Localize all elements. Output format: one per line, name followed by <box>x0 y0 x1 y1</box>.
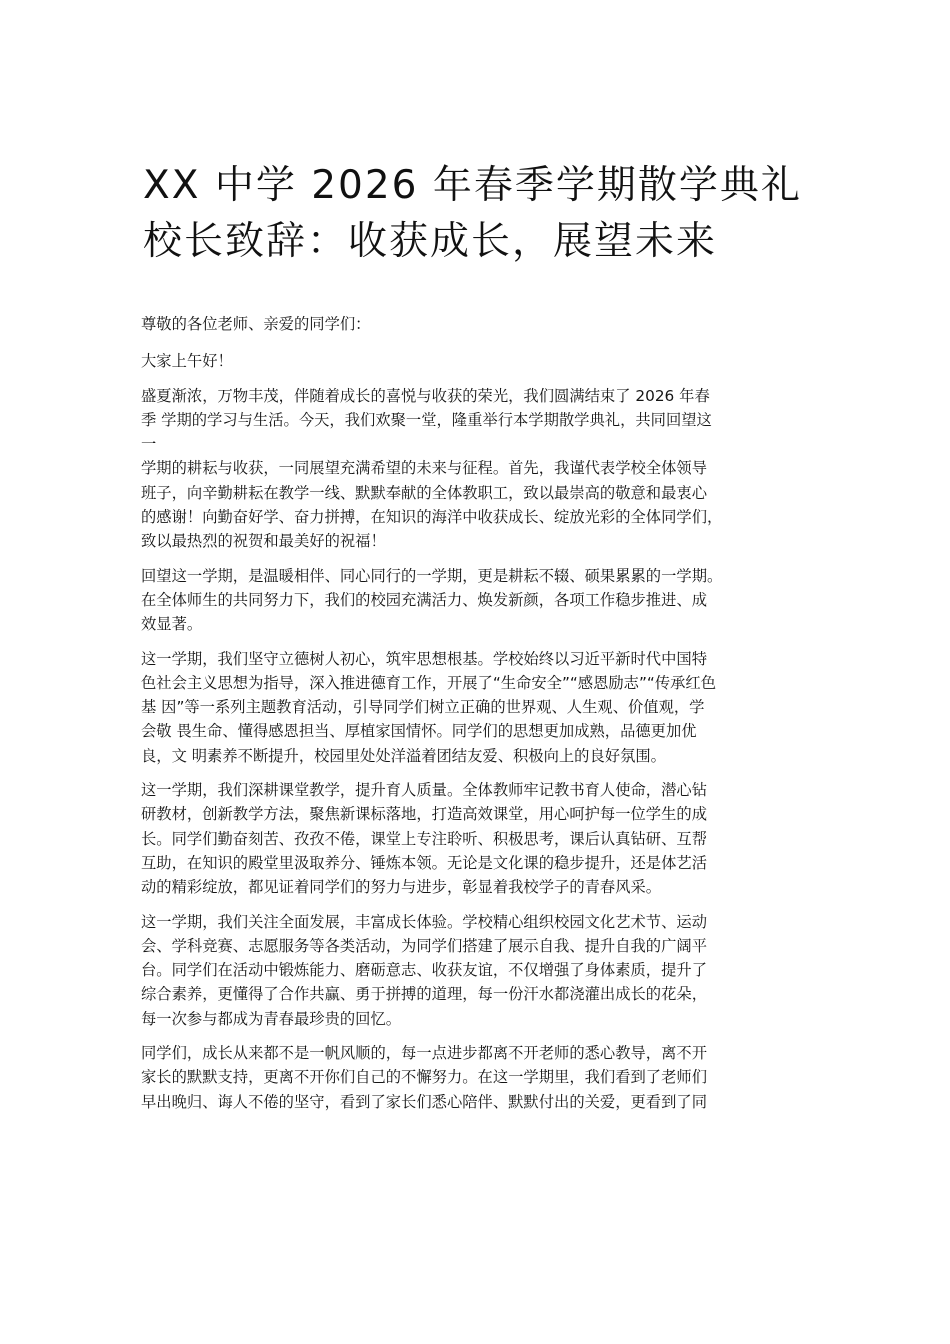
text-line: 在全体师生的共同努力下，我们的校园充满活力、焕发新颜，各项工作稳步推进、成 <box>141 590 707 609</box>
text-line: 台。同学们在活动中锻炼能力、磨砺意志、收获友谊，不仅增强了身体素质，提升了 <box>141 961 707 980</box>
body-paragraph <box>141 647 821 768</box>
text-line: 早出晚归、诲人不倦的坚守，看到了家长们悉心陪伴、默默付出的关爱，更看到了同 <box>141 1092 707 1111</box>
body-paragraph <box>141 778 821 899</box>
text-line: 会、学科竞赛、志愿服务等各类活动，为同学们搭建了展示自我、提升自我的广阔平 <box>141 936 707 955</box>
text-line: 互助，在知识的殿堂里汲取养分、锤炼本领。无论是文化课的稳步提升，还是体艺活 <box>141 853 707 872</box>
text-line: 回望这一学期，是温暖相伴、同心同行的一学期，更是耕耘不辍、硕果累累的一学期。 <box>141 566 723 585</box>
text-line: 盛夏渐浓，万物丰茂，伴随着成长的喜悦与收获的荣光，我们圆满结束了 2026 年春 <box>141 386 710 405</box>
body-paragraph <box>141 564 821 637</box>
text-line: 每一次参与都成为青春最珍贵的回忆。 <box>141 1009 402 1028</box>
text-line: 大家上午好！ <box>141 352 233 371</box>
text-line: 基 因”等一系列主题教育活动，引导同学们树立正确的世界观、人生观、价值观，学 <box>141 698 705 717</box>
title-line: 校长致辞：收获成长，展望未来 <box>143 219 718 264</box>
body-paragraph <box>141 1041 821 1114</box>
document-body <box>141 312 821 1124</box>
body-paragraph <box>141 910 821 1031</box>
text-line: 季 学期的学习与生活。今天，我们欢聚一堂，隆重举行本学期散学典礼，共同回望这 <box>141 410 712 429</box>
text-line: 效显著。 <box>141 615 203 634</box>
greeting-paragraph <box>141 349 821 373</box>
text-line: 综合素养，更懂得了合作共赢、勇于拼搏的道理，每一份汗水都浇灌出成长的花朵， <box>141 985 707 1004</box>
text-line: 学期的耕耘与收获，一同展望充满希望的未来与征程。首先，我谨代表学校全体领导 <box>141 459 707 478</box>
title-line: XX 中学 2026 年春季学期散学典礼 <box>143 163 802 208</box>
text-line: 致以最热烈的祝贺和最美好的祝福！ <box>141 532 386 551</box>
text-line: 班子，向辛勤耕耘在教学一线、默默奉献的全体教职工，致以最崇高的敬意和最衷心 <box>141 483 707 502</box>
text-line: 研教材，创新教学方法，聚焦新课标落地，打造高效课堂，用心呵护每一位学生的成 <box>141 805 707 824</box>
text-line: 这一学期，我们坚守立德树人初心，筑牢思想根基。学校始终以习近平新时代中国特 <box>141 649 707 668</box>
text-line: 尊敬的各位老师、亲爱的同学们： <box>141 315 371 333</box>
text-line: 长。同学们勤奋刻苦、孜孜不倦，课堂上专注聆听、积极思考，课后认真钻研、互帮 <box>141 829 707 848</box>
text-line: 这一学期，我们关注全面发展，丰富成长体验。学校精心组织校园文化艺术节、运动 <box>141 912 707 931</box>
text-line: 良，文 明素养不断提升，校园里处处洋溢着团结友爱、积极向上的良好氛围。 <box>141 746 666 765</box>
salutation-paragraph <box>141 312 821 336</box>
text-line: 的感谢！向勤奋好学、奋力拼搏，在知识的海洋中收获成长、绽放光彩的全体同学们， <box>141 508 723 527</box>
text-line: 同学们，成长从来都不是一帆风顺的，每一点进步都离不开老师的悉心教导，离不开 <box>141 1044 707 1063</box>
text-line: 色社会主义思想为指导，深入推进德育工作，开展了“生命安全”“感恩励志”“传承红色 <box>141 673 717 692</box>
text-line: 一 <box>141 435 157 454</box>
text-line: 这一学期，我们深耕课堂教学，提升育人质量。全体教师牢记教书育人使命，潜心钻 <box>141 781 707 800</box>
text-line: 动的精彩绽放，都见证着同学们的努力与进步，彰显着我校学子的青春风采。 <box>141 878 662 897</box>
body-paragraph <box>141 384 821 554</box>
text-line: 家长的默默支持，更离不开你们自己的不懈努力。在这一学期里，我们看到了老师们 <box>141 1068 707 1087</box>
document-title <box>143 158 823 270</box>
text-line: 会敬 畏生命、懂得感恩担当、厚植家国情怀。同学们的思想更加成熟，品德更加优 <box>141 722 697 741</box>
